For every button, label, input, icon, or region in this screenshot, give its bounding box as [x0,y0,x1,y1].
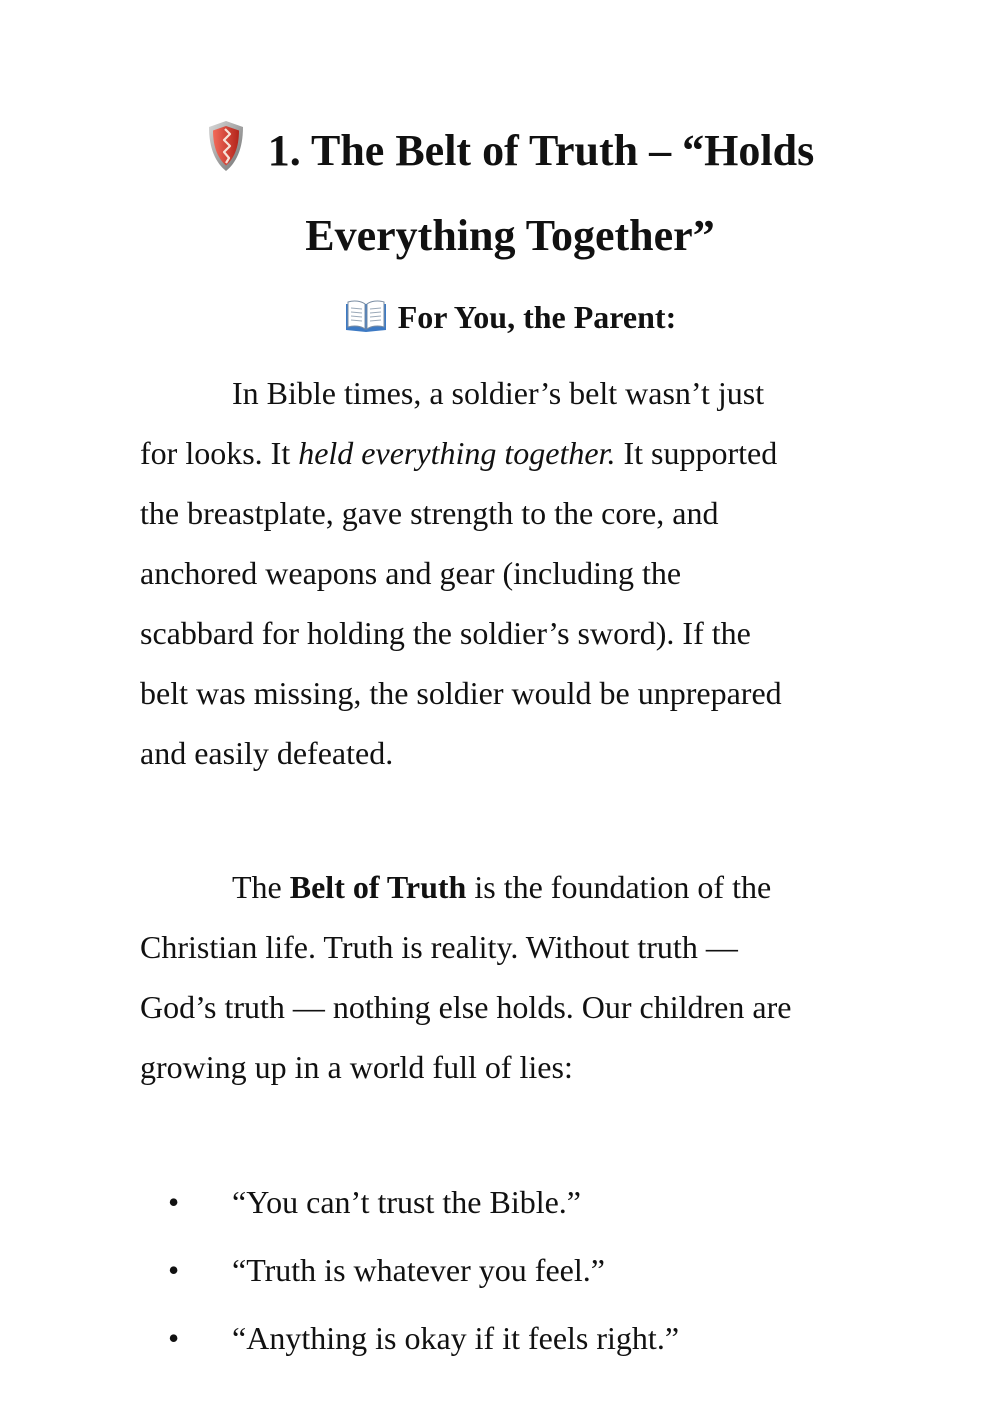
paragraph-line [140,423,880,483]
paragraph-line: God’s truth — nothing else holds. Our children are [140,989,792,1025]
title-line-2: Everything Together” [305,211,715,260]
text-run: It supported [615,435,778,471]
bullet-icon: • [168,1252,180,1288]
text-run: The [232,869,290,905]
list-item-text: “Anything is okay if it feels right.” [232,1320,680,1356]
paragraph-belt-history [140,363,880,783]
italic-emphasis: held everything together. [298,435,616,471]
title-line-1 [140,108,880,193]
bold-emphasis: Belt of Truth [289,869,467,905]
paragraph-line [140,857,880,917]
title-line-1-text: 1. The Belt of Truth – “Holds [267,126,815,175]
bullet-icon: • [168,1320,180,1356]
paragraph-line: the breastplate, gave strength to the core, and [140,495,719,531]
paragraph-line: Christian life. Truth is reality. Without truth — [140,929,738,965]
text-run: for looks. It [140,435,299,471]
open-book-icon [344,298,388,334]
paragraph-line: belt was missing, the soldier would be unprepared [140,675,782,711]
list-item [140,1308,880,1376]
shield-icon [206,119,246,173]
paragraph-belt-of-truth [140,857,880,1097]
paragraph-line: and easily defeated. [140,735,394,771]
bullet-icon: • [168,1184,180,1220]
paragraph-line: scabbard for holding the soldier’s sword). If the [140,615,751,651]
paragraph-line: anchored weapons and gear (including the [140,555,682,591]
list-item-text: “You can’t trust the Bible.” [232,1184,581,1220]
subtitle-text: For You, the Parent: [397,299,677,335]
lies-list [140,1172,880,1376]
list-item-text: “Truth is whatever you feel.” [232,1252,605,1288]
paragraph-line: growing up in a world full of lies: [140,1049,573,1085]
section-subtitle [140,293,880,341]
list-item [140,1240,880,1308]
list-item [140,1172,880,1240]
section-title [140,108,880,278]
paragraph-line: In Bible times, a soldier’s belt wasn’t just [232,375,765,411]
text-run: is the foundation of the [466,869,772,905]
